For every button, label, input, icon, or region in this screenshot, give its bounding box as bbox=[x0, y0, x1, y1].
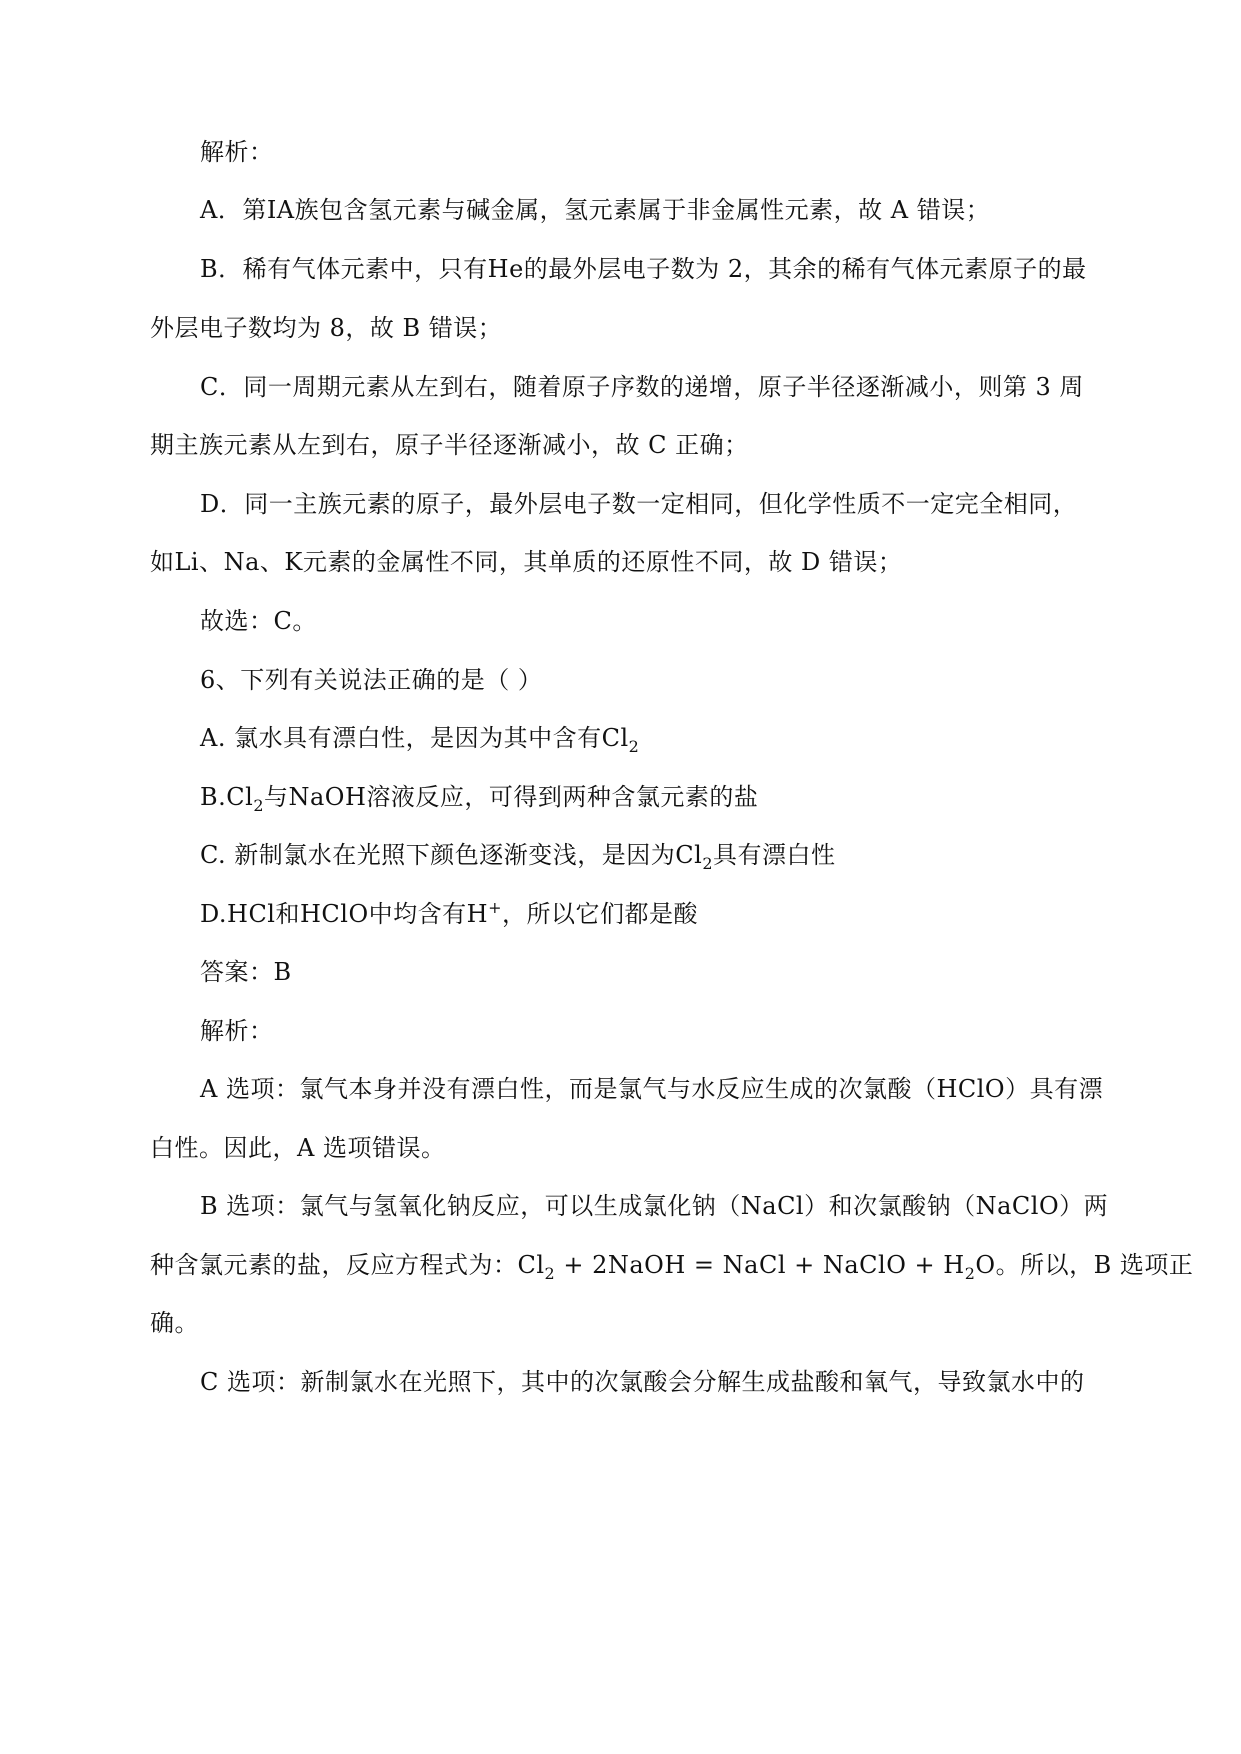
chem-subscript-2: 2 bbox=[628, 736, 640, 756]
analysis-heading-1: 解析： bbox=[200, 138, 274, 166]
analysis-c-line-1: C 选项：新制氯水在光照下，其中的次氯酸会分解生成盐酸和氧气，导致氯水中的 bbox=[200, 1368, 1085, 1396]
chem-h-symbol: H bbox=[466, 900, 489, 928]
option-b-text: 与NaOH溶液反应，可得到两种含氯元素的盐 bbox=[264, 783, 759, 811]
option-a-text: A. 氯水具有漂白性，是因为其中含有 bbox=[200, 724, 602, 752]
chem-cl-symbol: Cl bbox=[226, 783, 254, 811]
analysis-b-line-2 bbox=[150, 1249, 1193, 1281]
option-d-tail: ，所以它们都是酸 bbox=[501, 900, 698, 928]
question-6-option-d bbox=[200, 898, 698, 930]
option-c-tail: 具有漂白性 bbox=[713, 841, 836, 869]
explanation-c-line-2: 期主族元素从左到右，原子半径逐渐减小，故 C 正确； bbox=[150, 431, 749, 459]
question-6-option-c bbox=[200, 839, 836, 871]
analysis-heading-2: 解析： bbox=[200, 1017, 274, 1045]
analysis-a-line-1: A 选项：氯气本身并没有漂白性，而是氯气与水反应生成的次氯酸（HClO）具有漂 bbox=[200, 1075, 1104, 1103]
chem-h-symbol: H bbox=[943, 1251, 965, 1279]
chem-subscript-2: 2 bbox=[964, 1263, 976, 1283]
analysis-b-equation-prefix: 种含氯元素的盐，反应方程式为： bbox=[150, 1251, 518, 1279]
chem-subscript-2: 2 bbox=[253, 795, 264, 815]
chem-subscript-2: 2 bbox=[702, 853, 713, 873]
explanation-b-line-1: B．稀有气体元素中，只有He的最外层电子数为 2，其余的稀有气体元素原子的最 bbox=[200, 255, 1087, 283]
option-c-text: C. 新制氯水在光照下颜色逐渐变浅，是因为 bbox=[200, 841, 676, 869]
option-d-text: D.HCl和HClO中均含有 bbox=[200, 900, 467, 928]
chem-superscript-plus: + bbox=[488, 898, 502, 917]
chem-cl-symbol: Cl bbox=[517, 1251, 545, 1279]
chem-subscript-2: 2 bbox=[544, 1263, 556, 1283]
equation-tail: O。所以，B 选项正 bbox=[975, 1251, 1194, 1279]
explanation-d-line-1: D．同一主族元素的原子，最外层电子数一定相同，但化学性质不一定完全相同， bbox=[200, 490, 1078, 518]
analysis-a-line-2: 白性。因此，A 选项错误。 bbox=[150, 1134, 446, 1162]
chem-cl-symbol: Cl bbox=[601, 724, 629, 752]
explanation-b-line-2: 外层电子数均为 8，故 B 错误； bbox=[150, 314, 503, 342]
answer-line: 答案：B bbox=[200, 958, 292, 986]
explanation-c-line-1: C．同一周期元素从左到右，随着原子序数的递增，原子半径逐渐减小，则第 3 周 bbox=[200, 373, 1084, 401]
chem-cl-symbol: Cl bbox=[675, 841, 703, 869]
analysis-b-line-1: B 选项：氯气与氢氧化钠反应，可以生成氯化钠（NaCl）和次氯酸钠（NaClO）两 bbox=[200, 1192, 1109, 1220]
question-6-option-a bbox=[200, 722, 639, 754]
explanation-a-line: A．第ⅠA族包含氢元素与碱金属，氢元素属于非金属性元素，故 A 错误； bbox=[200, 196, 991, 224]
question-6-stem: 6、下列有关说法正确的是（ ） bbox=[200, 666, 543, 694]
option-b-prefix: B. bbox=[200, 783, 227, 811]
question-6-option-b bbox=[200, 781, 758, 813]
equation-middle: + 2NaOH = NaCl + NaClO + bbox=[555, 1251, 944, 1279]
explanation-d-line-2: 如Li、Na、K元素的金属性不同，其单质的还原性不同，故 D 错误； bbox=[150, 548, 903, 576]
answer-selection-line: 故选：C。 bbox=[200, 607, 317, 635]
analysis-b-line-3: 确。 bbox=[150, 1309, 199, 1337]
